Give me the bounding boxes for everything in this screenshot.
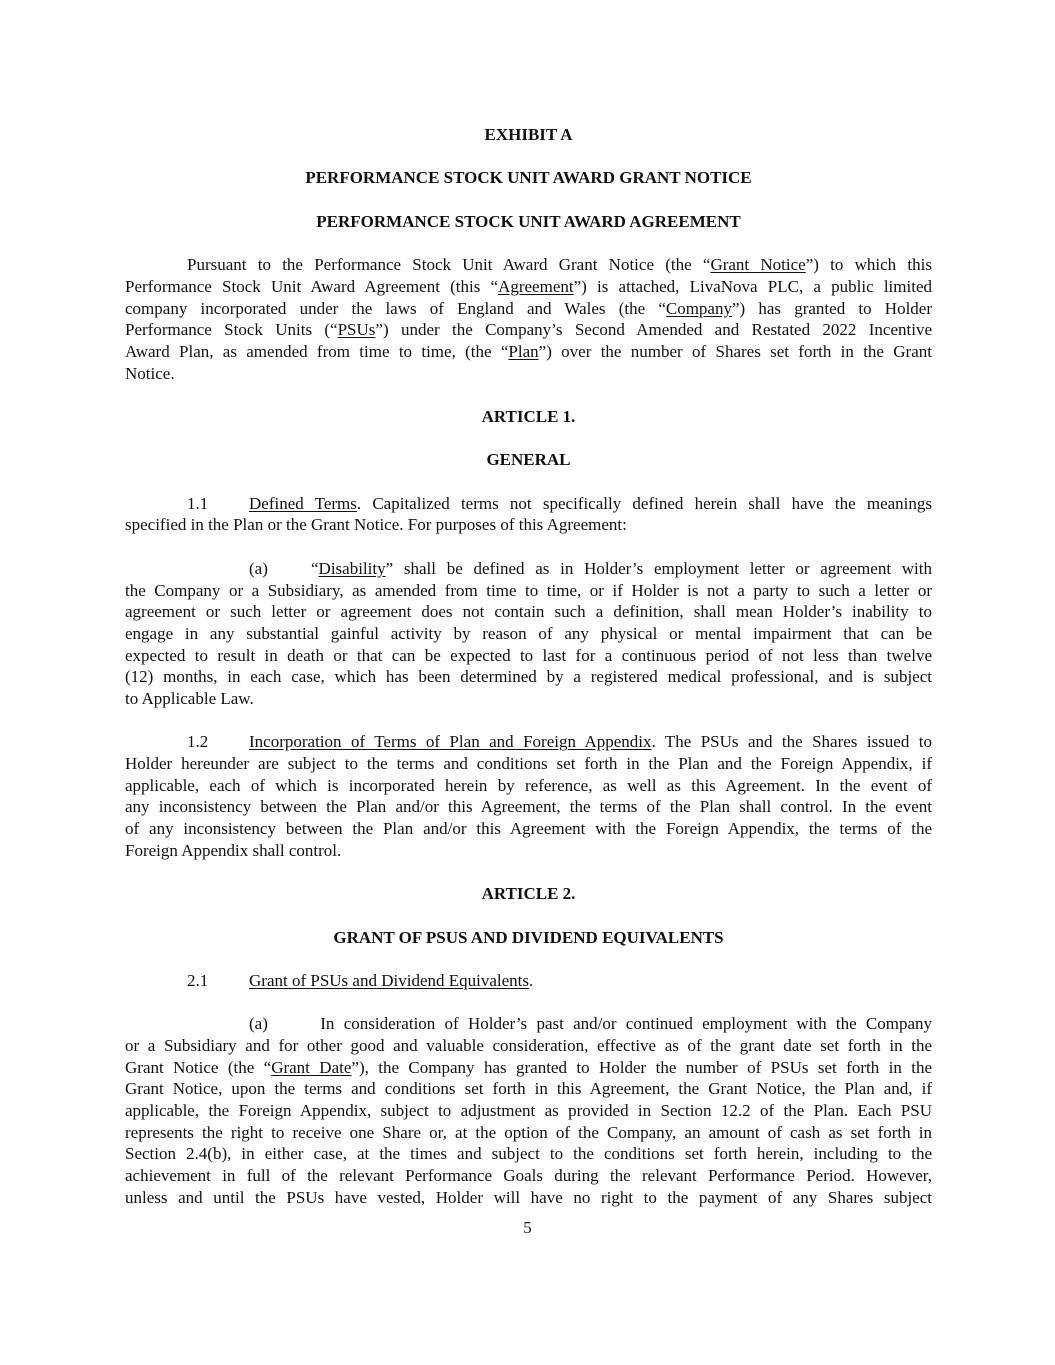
- text-line: [125, 775, 932, 797]
- text-segment: Section 2.4(b), in either case, at the times and subject to the conditions set forth herein, including to the: [125, 1144, 932, 1164]
- text-segment: . Capitalized terms not specifically defined herein shall have the meanings: [356, 493, 932, 513]
- text-line: [125, 1013, 932, 1035]
- text-segment: ”) has granted to Holder: [731, 298, 933, 318]
- text-line: [125, 1100, 932, 1122]
- text-segment: Performance Stock Unit Award Agreement (this “: [125, 276, 499, 296]
- text-line: [125, 1143, 932, 1165]
- defined-term: Defined Terms: [249, 493, 357, 513]
- defined-term: Agreement: [498, 276, 574, 296]
- text-segment: Grant Notice, upon the terms and conditions set forth in this Agreement, the Grant Notice, the Plan and, if: [125, 1079, 932, 1099]
- defined-term: Company: [665, 298, 732, 318]
- text-segment: (12) months, in each case, which has been determined by a registered medical professional, and is subject: [125, 667, 932, 687]
- section-2-1: [125, 970, 932, 992]
- text-segment: Award Plan, as amended from time to time, (the “: [125, 341, 509, 361]
- defined-term: Grant Date: [271, 1057, 352, 1077]
- text-segment: expected to result in death or that can be expected to last for a continuous period of not less than twelve: [125, 645, 932, 665]
- text-segment: “: [311, 558, 319, 578]
- text-line: [125, 840, 932, 862]
- text-line: [125, 276, 932, 298]
- text-line: [125, 254, 932, 276]
- text-segment: . The PSUs and the Shares issued to: [651, 732, 932, 752]
- text-segment: ”) to which this: [805, 255, 932, 275]
- section-heading: EXHIBIT A: [484, 125, 573, 144]
- section-heading: ARTICLE 1.: [481, 406, 576, 426]
- text-segment: or a Subsidiary and for other good and valuable consideration, effective as of the grant date set forth in the: [125, 1035, 932, 1055]
- text-segment: agreement or such letter or agreement does not contain such a definition, shall mean Holder’s inability to: [125, 602, 932, 622]
- text-segment: Performance Stock Units (“: [125, 320, 338, 340]
- section-number: 1.2: [187, 732, 209, 752]
- intro-paragraph: [125, 254, 932, 384]
- section-number: (a): [249, 558, 268, 578]
- text-segment: to Applicable Law.: [125, 688, 254, 708]
- defined-term: Grant of PSUs and Dividend Equivalents: [249, 970, 529, 990]
- page-number: 5: [523, 1218, 532, 1237]
- text-segment: engage in any substantial gainful activity by reason of any physical or mental impairment that can be: [125, 623, 932, 643]
- section-heading: ARTICLE 2.: [481, 884, 576, 904]
- defined-term: Plan: [508, 341, 539, 361]
- section-heading: PERFORMANCE STOCK UNIT AWARD GRANT NOTICE: [305, 168, 752, 188]
- text-segment: achievement in full of the relevant Performance Goals during the relevant Performance Period. However,: [125, 1166, 932, 1186]
- text-segment: Grant Notice (the “: [125, 1057, 272, 1077]
- defined-term: Disability: [318, 558, 386, 578]
- text-line: [125, 514, 932, 536]
- text-line: [125, 601, 932, 623]
- text-segment: any inconsistency between the Plan and/or this Agreement, the terms of the Plan shall control. In the event: [125, 797, 932, 817]
- text-line: [125, 1078, 932, 1100]
- text-segment: Holder hereunder are subject to the terms and conditions set forth in the Plan and the Foreign Appendix, if: [125, 754, 932, 774]
- text-segment: represents the right to receive one Share or, at the option of the Company, an amount of cash as set forth in: [125, 1122, 932, 1142]
- text-line: [125, 298, 932, 320]
- text-line: [125, 493, 932, 515]
- text-segment: Notice.: [125, 363, 175, 383]
- document-page: [125, 124, 932, 1230]
- text-segment: the Company or a Subsidiary, as amended from time to time, or if Holder is not a party to such a letter or: [125, 580, 932, 600]
- text-segment: .: [529, 970, 534, 990]
- text-segment: In consideration of Holder’s past and/or continued employment with the Company: [311, 1014, 932, 1034]
- text-segment: Foreign Appendix shall control.: [125, 840, 342, 860]
- text-line: [125, 796, 932, 818]
- text-segment: Pursuant to the Performance Stock Unit Award Grant Notice (the “: [187, 255, 711, 275]
- text-segment: of any inconsistency between the Plan and/or this Agreement with the Foreign Appendix, the terms of the: [125, 819, 932, 839]
- defined-term: Incorporation of Terms of Plan and Foreign Appendix: [249, 732, 652, 752]
- text-segment: ”) under the Company’s Second Amended and Restated 2022 Incentive: [375, 320, 932, 340]
- text-line: [125, 363, 932, 385]
- text-line: [125, 319, 932, 341]
- section-1-1: [125, 493, 932, 536]
- section-heading: PERFORMANCE STOCK UNIT AWARD AGREEMENT: [316, 211, 741, 231]
- text-segment: ”), the Company has granted to Holder the number of PSUs set forth in the: [351, 1057, 932, 1077]
- text-line: [125, 753, 932, 775]
- text-segment: company incorporated under the laws of England and Wales (the “: [125, 298, 666, 318]
- text-line: [125, 623, 932, 645]
- text-line: [125, 1122, 932, 1144]
- section-number: 2.1: [187, 970, 209, 990]
- text-line: [125, 1057, 932, 1079]
- section-heading: GRANT OF PSUS AND DIVIDEND EQUIVALENTS: [333, 927, 724, 947]
- section-1-1-a: [125, 558, 932, 710]
- defined-term: PSUs: [337, 320, 376, 340]
- text-line: [125, 818, 932, 840]
- section-heading: GENERAL: [486, 450, 571, 470]
- text-line: [125, 970, 932, 992]
- section-2-1-a: [125, 1013, 932, 1208]
- text-segment: specified in the Plan or the Grant Notice. For purposes of this Agreement:: [125, 515, 627, 535]
- text-line: [125, 1187, 932, 1209]
- text-line: [125, 1165, 932, 1187]
- text-line: [125, 580, 932, 602]
- text-line: [125, 645, 932, 667]
- section-number: 1.1: [187, 493, 209, 513]
- section-1-2: [125, 731, 932, 861]
- text-segment: ” shall be defined as in Holder’s employment letter or agreement with: [385, 558, 932, 578]
- text-line: [125, 341, 932, 363]
- text-segment: ”) over the number of Shares set forth in the Grant: [538, 341, 932, 361]
- text-line: [125, 1035, 932, 1057]
- text-line: [125, 688, 932, 710]
- text-line: [125, 558, 932, 580]
- text-segment: applicable, the Foreign Appendix, subject to adjustment as provided in Section 12.2 of the Plan. Each PSU: [125, 1101, 932, 1121]
- section-number: (a): [249, 1014, 268, 1034]
- text-segment: unless and until the PSUs have vested, Holder will have no right to the payment of any Shares subject: [125, 1187, 932, 1207]
- text-segment: ”) is attached, LivaNova PLC, a public limited: [573, 276, 932, 296]
- text-line: [125, 731, 932, 753]
- text-line: [125, 666, 932, 688]
- text-segment: applicable, each of which is incorporated herein by reference, as well as this Agreement. In the event of: [125, 775, 932, 795]
- defined-term: Grant Notice: [710, 255, 806, 275]
